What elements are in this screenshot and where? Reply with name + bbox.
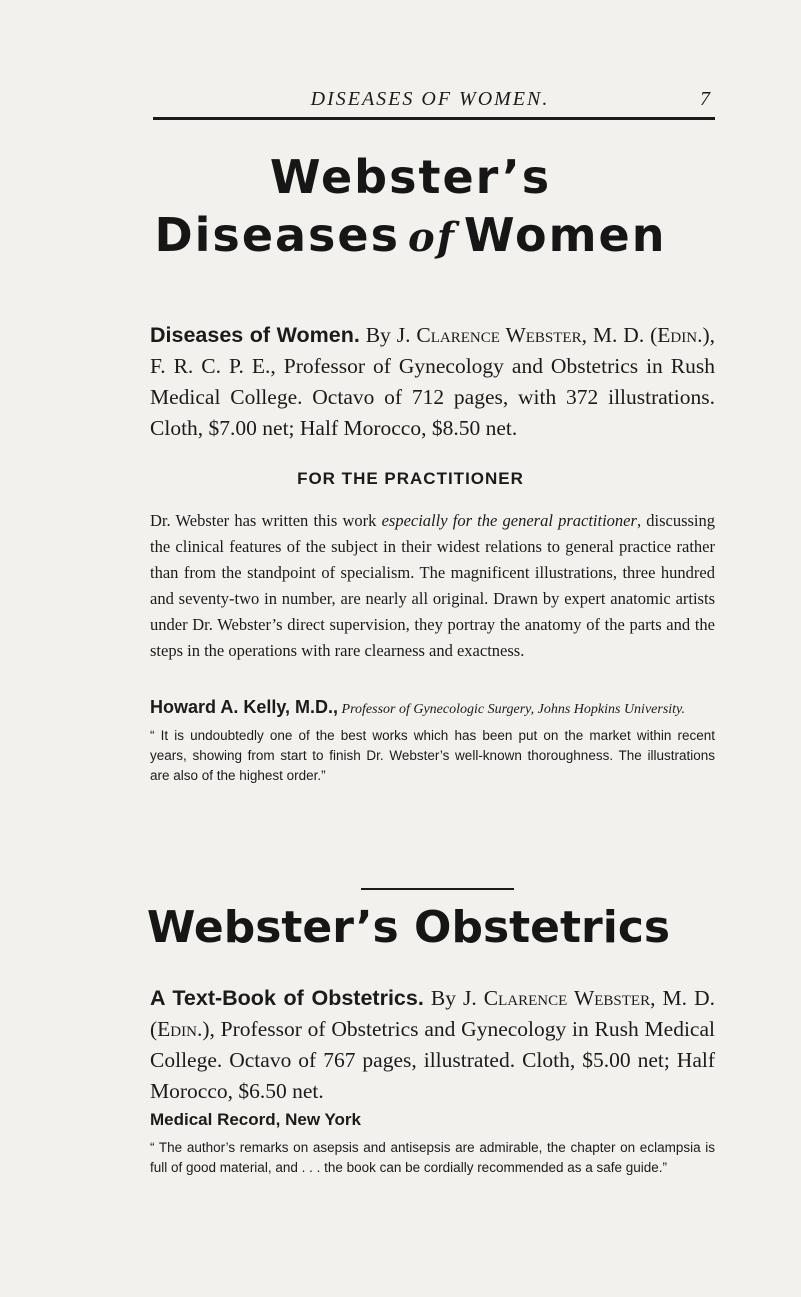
book2-desc-rest: ), Professor of Obstetrics and Gynecology in Rush Medical College. Octavo of 767 pages, illustrated. Cloth, $5.00 net; Half Morocco, $6.50 net. xyxy=(150,1017,715,1103)
book1-reviewer-name: Howard A. Kelly, M.D., xyxy=(150,697,339,717)
book2-desc-author: Clarence Webster xyxy=(483,986,651,1010)
book2-desc-lead: A Text-Book of Obstetrics. xyxy=(150,986,424,1010)
book2-quote: “ The author’s remarks on asepsis and antisepsis are admirable, the chapter on eclampsia is full of good material, and . . . the book can be cordially recommended as a safe guide.” xyxy=(150,1140,715,1175)
book1-reviewer-affiliation: Professor of Gynecologic Surgery, Johns Hopkins University. xyxy=(338,702,685,717)
book1-desc-lead: Diseases of Women. xyxy=(150,323,360,347)
section-divider xyxy=(361,888,514,890)
book1-title-word-women: Women xyxy=(463,208,667,262)
book2-desc-mid: , M. D. ( xyxy=(150,986,715,1041)
header-rule xyxy=(153,117,715,120)
book1-body-part1: Dr. Webster has written this work xyxy=(150,511,382,530)
section-heading: FOR THE PRACTITIONER xyxy=(297,469,524,488)
book1-title-word-diseases: Diseases xyxy=(154,208,401,262)
book1-reviewer xyxy=(150,697,715,718)
book1-quote: “ It is undoubtedly one of the best works which has been put on the market within recent years, showing from start to finish Dr. Webster’s well-known thoroughness. The illustrations are also of the highest order.” xyxy=(150,728,715,783)
book2-desc-edin: Edin. xyxy=(157,1017,203,1041)
book1-body-part2: , discussing the clinical features of the subject in their widest relations to general practice rather than from the standpoint of specialism. The magnificent illustrations, three hundred and seventy-two in number, are nearly all original. Drawn by expert anatomic artists under Dr. Webster’s direct supervision, they portray the anatomy of the parts and the steps in the operations with rare clearness and exactness. xyxy=(150,511,716,660)
book1-desc-rest: ), F. R. C. P. E., Professor of Gynecology and Obstetrics in Rush Medical College. Octavo of 712 pages, with 372 illustrations. Cloth, $7.00 net; Half Morocco, $8.50 net. xyxy=(150,323,715,440)
running-head: DISEASES OF WOMEN. xyxy=(310,88,550,110)
book1-title-word-of: of xyxy=(408,214,456,261)
book2-reviewer: Medical Record, New York xyxy=(150,1110,361,1129)
book1-desc-author: Clarence Webster xyxy=(416,323,582,347)
book2-description xyxy=(150,983,715,1107)
book1-desc-by: By J. xyxy=(359,323,417,347)
book1-description xyxy=(150,320,715,444)
book1-desc-mid: , M. D. ( xyxy=(581,323,658,347)
book2-desc-by: By J. xyxy=(423,986,484,1010)
book1-body xyxy=(150,508,715,664)
book2-title: Webster’s Obstetrics xyxy=(146,902,671,953)
book1-body-italic: especially for the general practitioner xyxy=(381,511,637,530)
book1-title-line2 xyxy=(10,208,801,262)
book1-desc-edin: Edin. xyxy=(657,323,703,347)
page-number: 7 xyxy=(700,88,710,110)
book1-title-line1: Webster’s xyxy=(269,150,552,204)
